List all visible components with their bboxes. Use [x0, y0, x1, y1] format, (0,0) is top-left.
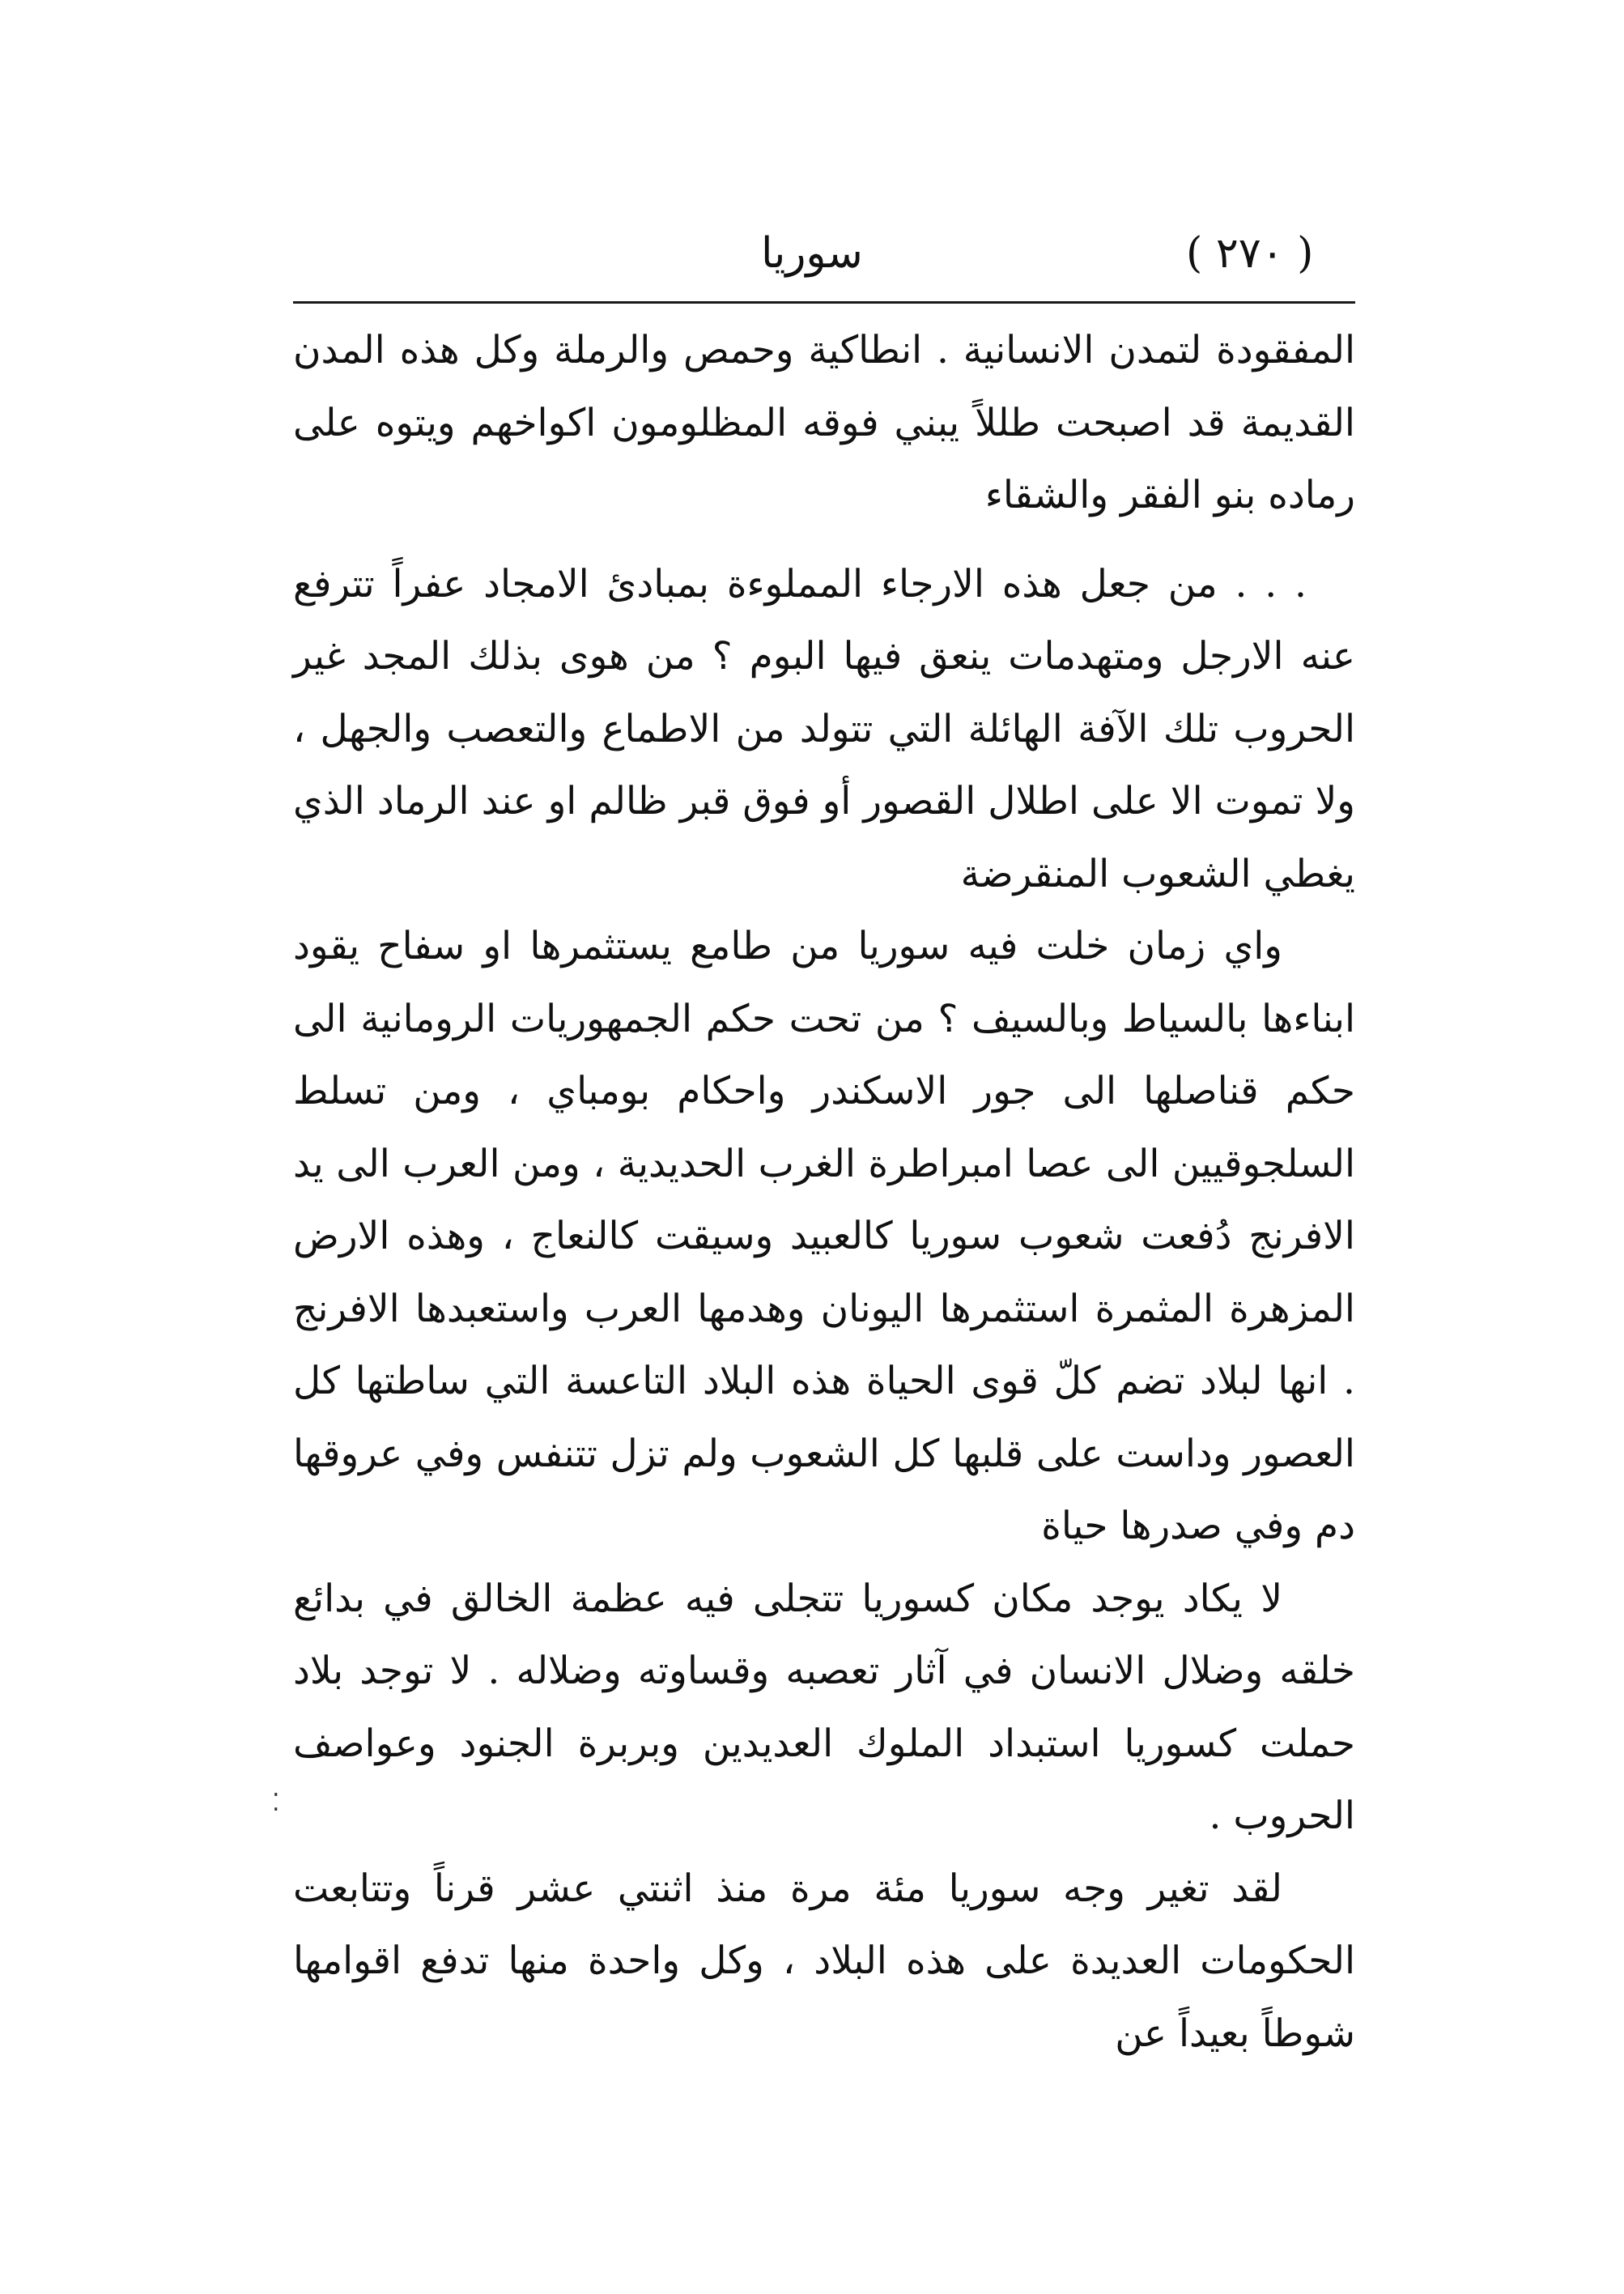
paragraph-2: . . . من جعل هذه الارجاء المملوءة بمبادئ الامجاد عفراً تترفع عنه الارجل ومتهدمات ينعق فيها البوم ؟ من هوى بذلك المجد غير الحروب تلك الآفة الهائلة التي تتولد من الاطماع والتعصب والجهل ، ولا تموت الا على اطلال القصور أو فوق قبر ظالم او عند الرماد الذي يغطي الشعوب المنقرضة [293, 561, 1355, 896]
paragraph-4: لا يكاد يوجد مكان كسوريا تتجلى فيه عظمة الخالق في بدائع خلقه وضلال الانسان في آثار تعصبه وقساوته وضلاله . لا توجد بلاد حملت كسوريا استبداد الملوك العديدين وبربرة الجنود وعواصف الحروب . [293, 1576, 1355, 1838]
header-rule [293, 301, 1355, 304]
body-text [293, 314, 1355, 2070]
page-header [291, 215, 1352, 287]
margin-specks: ⁚ [272, 1789, 280, 1817]
running-title: سوريا [761, 229, 863, 278]
paragraph-3: واي زمان خلت فيه سوريا من طامع يستثمرها او سفاح يقود ابناءها بالسياط وبالسيف ؟ من تحت حكم الجمهوريات الرومانية الى حكم قناصلها الى جور الاسكندر واحكام بومباي ، ومن تسلط السلجوقيين الى عصا امبراطرة الغرب الحديدية ، ومن العرب الى يد الافرنج دُفعت شعوب سوريا كالعبيد وسيقت كالنعاج ، وهذه الارض المزهرة المثمرة استثمرها اليونان وهدمها العرب واستعبدها الافرنج . انها لبلاد تضم كلّ قوى الحياة هذه البلاد التاعسة التي ساطتها كل العصور وداست على قلبها كل الشعوب ولم تزل تتنفس وفي عروقها دم وفي صدرها حياة [293, 924, 1355, 1548]
paragraph-5: لقد تغير وجه سوريا مئة مرة منذ اثنتي عشر قرناً وتتابعت الحكومات العديدة على هذه البلاد ، وكل واحدة منها تدفع اقوامها شوطاً بعيداً عن [293, 1866, 1355, 2056]
paragraph-1: المفقودة لتمدن الانسانية . انطاكية وحمص والرملة وكل هذه المدن القديمة قد اصبحت طللاً يبني فوقه المظلومون اكواخهم ويتوه على رماده بنو الفقر والشقاء [293, 328, 1355, 517]
page-number: ( ٢٧٠ ) [1186, 229, 1314, 278]
